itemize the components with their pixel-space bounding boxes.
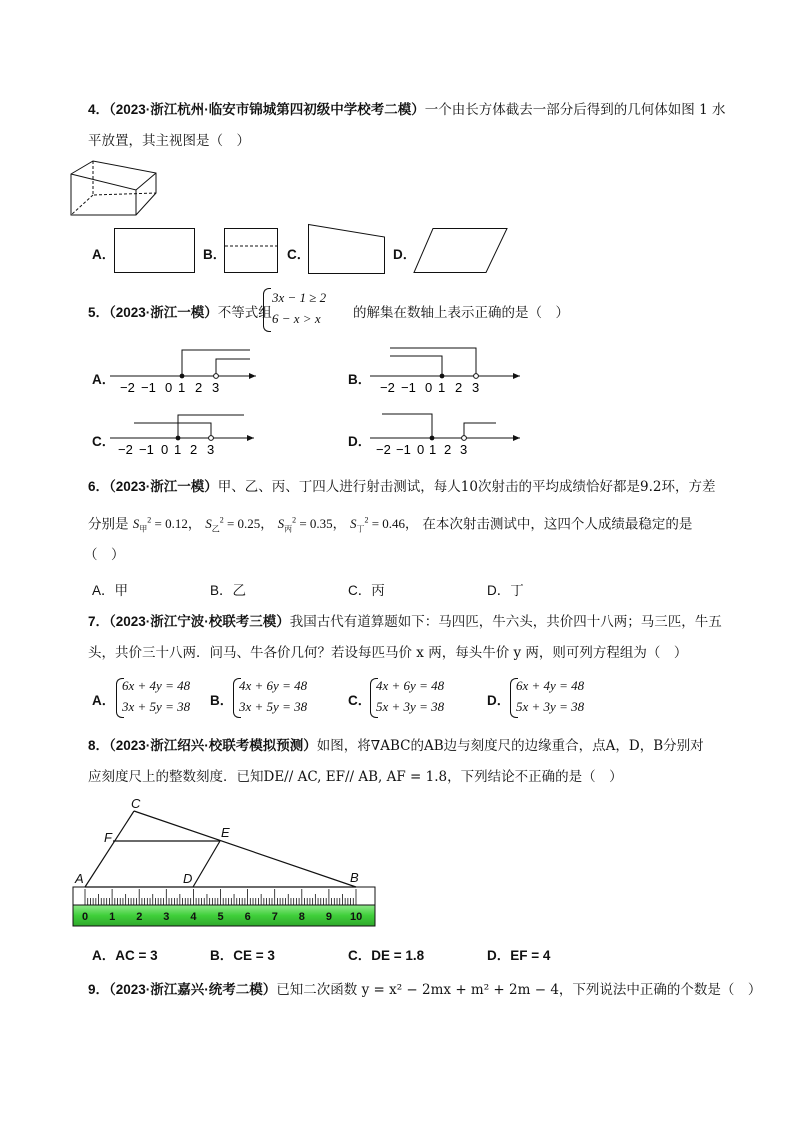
tick-label: 1 bbox=[438, 380, 446, 395]
q7-option-b-label[interactable]: B． bbox=[210, 693, 234, 708]
q5-system-brace bbox=[263, 288, 271, 332]
tick-label: −1 bbox=[396, 442, 411, 457]
q5-option-a-label[interactable]: A． bbox=[92, 372, 116, 387]
tick-label: 1 bbox=[429, 442, 437, 457]
question-text: 一个由长方体截去一部分后得到的几何体如图 1 水 bbox=[424, 102, 726, 118]
ruler-label: 8 bbox=[298, 911, 305, 923]
point-f-label: F bbox=[104, 830, 112, 845]
q4-option-b-figure bbox=[222, 227, 280, 275]
question-text: 已知二次函数 y = x² − 2mx + m² + 2m − 4，下列说法中正确的个数是（ ） bbox=[276, 982, 762, 998]
equation-2: 3x + 5y = 38 bbox=[122, 699, 191, 714]
tick-label: 0 bbox=[417, 442, 425, 457]
variance-bing: $S_丙^2 = 0.35$， bbox=[277, 516, 346, 534]
ruler-label: 0 bbox=[82, 911, 89, 923]
tick-label: 0 bbox=[165, 380, 173, 395]
q8-line1 bbox=[88, 735, 704, 757]
question-source: （2023·浙江一模） bbox=[109, 305, 218, 320]
tick-label: −2 bbox=[380, 380, 395, 395]
point-b-label: B bbox=[350, 870, 359, 885]
q6-option-b[interactable]: B．乙 bbox=[210, 583, 247, 598]
q4-option-d-figure bbox=[412, 227, 510, 275]
point-d-label: D bbox=[183, 871, 193, 886]
q5-option-b-label[interactable]: B． bbox=[348, 372, 372, 387]
tick-label: 3 bbox=[212, 380, 220, 395]
question-source: （2023·浙江嘉兴·统考二模） bbox=[109, 982, 277, 997]
tick-label: 3 bbox=[472, 380, 480, 395]
variance-jia: $S_甲^2 = 0.12$， bbox=[132, 516, 201, 534]
ruler-label: 5 bbox=[217, 911, 224, 923]
value: = 0.12， bbox=[154, 516, 201, 532]
variance-yi: $S_乙^2 = 0.25$， bbox=[205, 516, 274, 534]
subscript: 丙 bbox=[284, 524, 293, 534]
ruler-label: 2 bbox=[136, 911, 143, 923]
text: 在本次射击测试中，这四个人成绩最稳定的是 bbox=[422, 516, 693, 533]
q9-line1 bbox=[88, 979, 761, 1001]
question-text: 如图，将∇ABC的AB边与刻度尺的边缘重合，点A，D，B分别对 bbox=[316, 738, 704, 754]
q7-line2: 头，共价三十八两．问马、牛各价几何？若设每匹马价 x 两，每头牛价 y 两，则可列方程组为（ ） bbox=[88, 645, 688, 661]
tick-label: 2 bbox=[455, 380, 463, 395]
equation-1: 4x + 6y = 48 bbox=[239, 678, 308, 693]
q4-option-c-label[interactable]: C． bbox=[287, 247, 311, 262]
point-e-label: E bbox=[221, 825, 230, 840]
q6-line1 bbox=[88, 476, 715, 498]
question-source: （2023·浙江杭州·临安市锦城第四初级中学校考二模） bbox=[109, 102, 425, 117]
question-source: （2023·浙江一模） bbox=[109, 479, 218, 494]
question-text: 我国古代有道算题如下：马四匹，牛六头，共价四十八两；马三匹，牛五 bbox=[289, 614, 722, 630]
tick-label: 2 bbox=[444, 442, 452, 457]
tick-label: 3 bbox=[207, 442, 215, 457]
tick-labels bbox=[120, 380, 219, 395]
point-c-label: C bbox=[131, 796, 141, 811]
tick-label: 1 bbox=[174, 442, 182, 457]
q6-line2 bbox=[88, 510, 692, 541]
q4-line1 bbox=[88, 99, 725, 121]
tick-label: 2 bbox=[195, 380, 203, 395]
q5-option-d-label[interactable]: D． bbox=[348, 434, 372, 449]
q5-option-c-label[interactable]: C． bbox=[92, 434, 116, 449]
q7-option-d-system bbox=[516, 675, 584, 717]
ruler-label: 6 bbox=[244, 911, 251, 923]
q5-text-after: 的解集在数轴上表示正确的是（ ） bbox=[353, 305, 569, 321]
q6-option-c[interactable]: C．丙 bbox=[348, 583, 385, 598]
q7-option-d-label[interactable]: D． bbox=[487, 693, 511, 708]
question-number: 5． bbox=[88, 305, 110, 320]
value: = 0.35， bbox=[299, 516, 346, 532]
question-number: 7． bbox=[88, 614, 110, 629]
q7-option-a-system bbox=[122, 675, 190, 717]
equation-2: 5x + 3y = 38 bbox=[516, 699, 585, 714]
tick-label: −1 bbox=[139, 442, 154, 457]
q8-option-d[interactable]: D．EF = 4 bbox=[487, 948, 551, 963]
subscript: 乙 bbox=[211, 524, 220, 534]
q5-option-b-numberline bbox=[368, 343, 524, 395]
equation-1: 4x + 6y = 48 bbox=[376, 678, 445, 693]
q6-option-d[interactable]: D．丁 bbox=[487, 583, 524, 598]
question-number: 8． bbox=[88, 738, 110, 753]
question-number: 9． bbox=[88, 982, 110, 997]
q7-option-a-label[interactable]: A． bbox=[92, 693, 116, 708]
ruler-label: 10 bbox=[350, 911, 363, 923]
tick-label: −1 bbox=[401, 380, 416, 395]
q4-solid-figure bbox=[66, 158, 166, 220]
equation-2: 5x + 3y = 38 bbox=[376, 699, 445, 714]
q5-option-d-numberline bbox=[368, 406, 524, 458]
question-text: 甲、乙、丙、丁四人进行射击测试，每人10次射击的平均成绩恰好都是9.2环，方差 bbox=[217, 479, 716, 495]
q7-line1 bbox=[88, 611, 722, 633]
q4-option-a-figure bbox=[112, 227, 198, 275]
point-a-label: A bbox=[75, 871, 84, 886]
tick-label: −2 bbox=[118, 442, 133, 457]
question-source: （2023·浙江宁波·校联考三模） bbox=[109, 614, 290, 629]
subscript: 甲 bbox=[139, 524, 148, 534]
q4-option-c-figure bbox=[306, 222, 388, 276]
q8-option-a[interactable]: A．AC = 3 bbox=[92, 948, 158, 963]
tick-label: 0 bbox=[161, 442, 169, 457]
equation-1: 6x + 4y = 48 bbox=[122, 678, 191, 693]
inequality-2: 6 − x > x bbox=[272, 311, 321, 326]
q7-option-c-label[interactable]: C． bbox=[348, 693, 372, 708]
question-text: 不等式组 bbox=[217, 305, 272, 321]
text: 分别是 bbox=[88, 516, 129, 533]
ruler-label: 7 bbox=[271, 911, 278, 923]
equation-1: 6x + 4y = 48 bbox=[516, 678, 585, 693]
q5-system bbox=[272, 287, 326, 329]
tick-label: 2 bbox=[190, 442, 198, 457]
ruler-label: 9 bbox=[325, 911, 333, 923]
tick-label: 1 bbox=[178, 380, 186, 395]
question-source: （2023·浙江绍兴·校联考模拟预测） bbox=[109, 738, 317, 753]
q5-option-a-numberline bbox=[108, 345, 258, 395]
tick-label: 0 bbox=[425, 380, 433, 395]
value: = 0.46， bbox=[371, 516, 419, 532]
q8-line2: 应刻度尺上的整数刻度．已知DE// AC, EF// AB, AF = 1.8，下列结论不正确的是（ ） bbox=[88, 769, 623, 785]
q4-option-a-label[interactable]: A． bbox=[92, 247, 116, 262]
q5-line1 bbox=[88, 302, 272, 324]
ruler-label: 4 bbox=[190, 911, 197, 923]
inequality-1: 3x − 1 ≥ 2 bbox=[272, 290, 327, 305]
equation-2: 3x + 5y = 38 bbox=[239, 699, 308, 714]
q8-option-b[interactable]: B．CE = 3 bbox=[210, 948, 275, 963]
ruler-label: 3 bbox=[163, 911, 170, 923]
tick-label: −1 bbox=[141, 380, 156, 395]
tick-label: −2 bbox=[120, 380, 135, 395]
subscript: 丁 bbox=[356, 524, 365, 534]
value: = 0.25， bbox=[226, 516, 274, 532]
q7-option-c-system bbox=[376, 675, 444, 717]
q4-option-d-label[interactable]: D． bbox=[393, 247, 417, 262]
question-number: 6． bbox=[88, 479, 110, 494]
q8-option-c[interactable]: C．DE = 1.8 bbox=[348, 948, 425, 963]
q7-option-b-system bbox=[239, 675, 307, 717]
q6-line3: （ ） bbox=[84, 547, 125, 563]
q5-option-c-numberline bbox=[108, 406, 258, 458]
q4-line2: 平放置，其主视图是（ ） bbox=[88, 133, 250, 149]
q4-option-b-label[interactable]: B． bbox=[203, 247, 227, 262]
tick-label: −2 bbox=[376, 442, 391, 457]
ruler-label: 1 bbox=[109, 911, 116, 923]
q6-option-a[interactable]: A．甲 bbox=[92, 583, 129, 598]
tick-label: 3 bbox=[460, 442, 468, 457]
q8-ruler-figure bbox=[70, 795, 380, 930]
question-number: 4． bbox=[88, 102, 110, 117]
variance-ding: $S_丁^2 = 0.46$， bbox=[349, 516, 419, 534]
